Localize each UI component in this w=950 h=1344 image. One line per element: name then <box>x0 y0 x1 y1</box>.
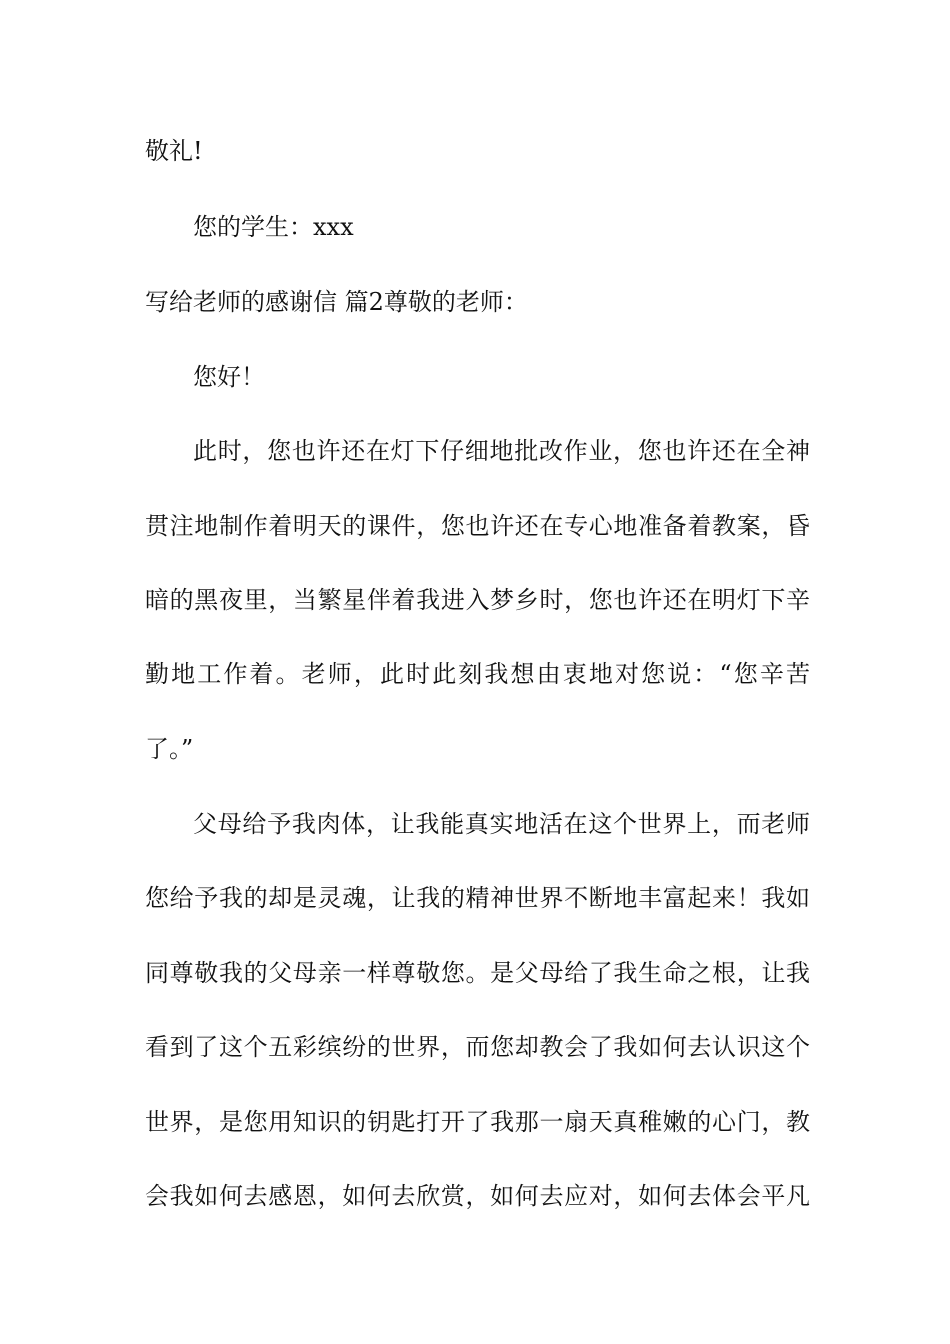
letter-heading: 写给老师的感谢信 篇2尊敬的老师： <box>145 288 528 316</box>
paragraph1-line-4: 勤地工作着。老师，此时此刻我想由衷地对您说：“您辛苦 <box>145 660 810 688</box>
paragraph1-line-1: 此时，您也许还在灯下仔细地批改作业，您也许还在全神 <box>193 437 810 465</box>
signature-line: 您的学生：xxx <box>193 213 354 241</box>
paragraph1-line-5: 了。” <box>145 735 194 763</box>
paragraph1-line-3: 暗的黑夜里，当繁星伴着我进入梦乡时，您也许还在明灯下辛 <box>145 586 810 614</box>
paragraph2-line-2: 您给予我的却是灵魂，让我的精神世界不断地丰富起来！我如 <box>145 884 810 912</box>
paragraph2-line-3: 同尊敬我的父母亲一样尊敬您。是父母给了我生命之根，让我 <box>145 959 810 987</box>
paragraph2-line-4: 看到了这个五彩缤纷的世界，而您却教会了我如何去认识这个 <box>145 1033 810 1061</box>
closing-line: 敬礼! <box>145 137 203 165</box>
paragraph2-line-5: 世界，是您用知识的钥匙打开了我那一扇天真稚嫩的心门，教 <box>145 1108 810 1136</box>
greeting-line: 您好！ <box>193 363 265 391</box>
paragraph2-line-1: 父母给予我肉体，让我能真实地活在这个世界上，而老师 <box>193 810 810 838</box>
paragraph2-line-6: 会我如何去感恩，如何去欣赏，如何去应对，如何去体会平凡 <box>145 1182 810 1210</box>
paragraph1-line-2: 贯注地制作着明天的课件，您也许还在专心地准备着教案，昏 <box>145 512 810 540</box>
